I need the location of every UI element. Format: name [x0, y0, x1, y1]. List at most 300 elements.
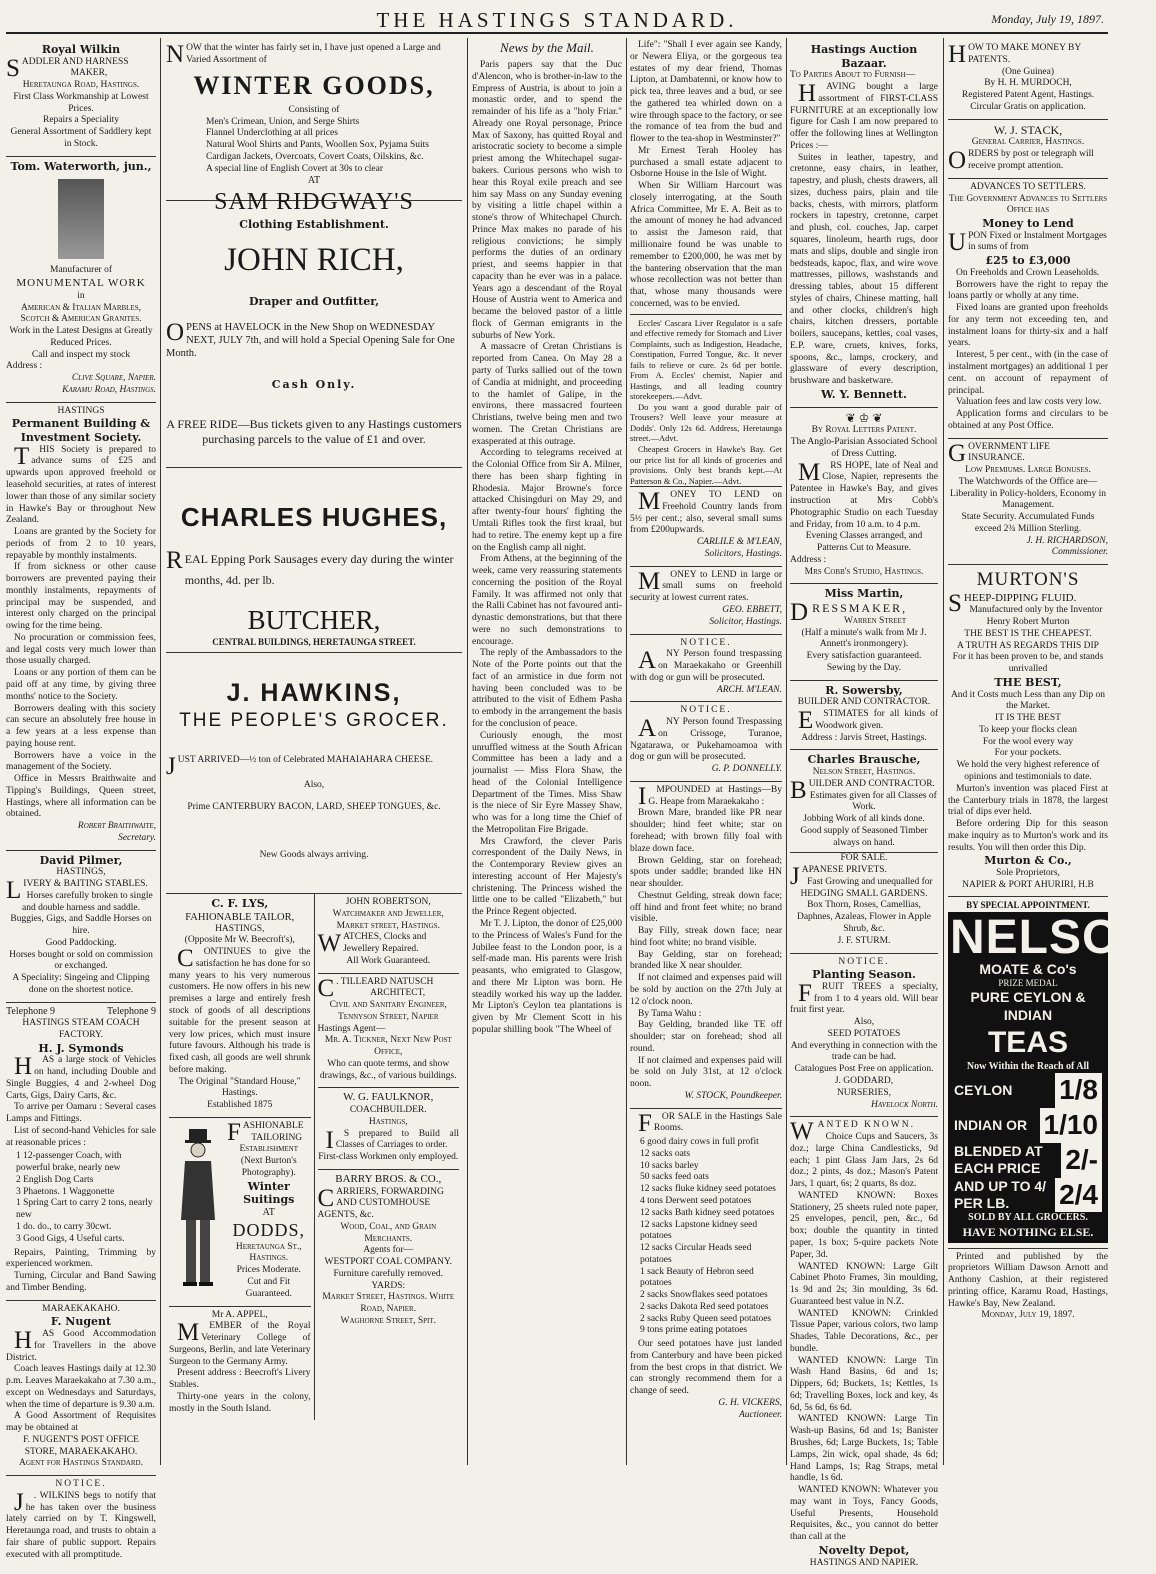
ad-name: DODDS,	[232, 1220, 305, 1241]
ad-text: The Original "Standard House," Hastings.	[178, 1076, 301, 1099]
ad-name: F. Nugent	[50, 1315, 112, 1329]
ad-text: AT	[262, 1206, 275, 1218]
ad-text: The Watchwords of the Office are—Liberality in Policy-holders, Economy in Management.	[950, 476, 1106, 511]
ad-name: Hastings Auction	[810, 43, 918, 56]
ad-text: All Work Guaranteed.	[346, 955, 431, 966]
ad-text: Consisting of	[288, 104, 340, 115]
ad-text: Before ordering Dip for this season make inquiry as to Murton's work and its results. You will then order this Dip.	[948, 819, 1108, 853]
ad-govt-advances	[948, 179, 1108, 439]
ad-text: HIS Society is prepared to advance sums of £25 and upwards upon approved freehold or leasehold securities, at rates of interest lower than those of any similar society in Hawke's Bay or throughout New Zealand.	[6, 444, 156, 526]
price-label: AND UP TO 4/ PER LB.	[954, 1177, 1047, 1211]
ad-name: J. HAWKINS,	[226, 679, 402, 707]
ad-text: RS HOPE, late of Neal and Close, Napier, represents the Patentee in Hawke's Bay, and gives instruction at Mrs Cobb's Photographic Studio on each Tuesday and Friday, from 10 a.m. to 4 p.m.	[790, 460, 938, 530]
ad-text: AVING bought a large assortment of FIRST-CLASS FURNITURE at an exceptionally low figure for Cash I am now prepared to offer the following lines at Wellington Prices :—	[790, 82, 938, 151]
ad-text: Work in the Latest Designs at Greatly Reduced Prices.	[9, 326, 153, 348]
ad-text: PON Fixed or Instalment Mortgages in sums of from	[968, 230, 1107, 253]
ad-text: STIMATES for all kinds of Woodwork given.	[815, 709, 938, 731]
ad-text: Manufacturer of	[50, 265, 112, 276]
address: HASTINGS AND NAPIER.	[809, 1557, 919, 1568]
ad-text: To Parties About to Furnish—	[790, 70, 916, 81]
telephone-label: Telephone 9	[106, 1005, 156, 1017]
column-divider	[467, 38, 468, 1465]
column-divider	[626, 38, 627, 1465]
ad-text: F. NUGENT'S POST OFFICE STORE, MARAEKAKAHO.	[23, 1434, 139, 1457]
ad-text: AS a large stock of Vehicles on hand, including Double and Single Buggies, 4 and 2-wheel Dog Carts, Gigs, Dairy Carts, &c.	[6, 1055, 156, 1101]
ad-text: By Tama Wahu :	[638, 1008, 702, 1019]
appointment-banner: BY SPECIAL APPOINTMENT.	[966, 900, 1090, 911]
trade-line: UILDER AND CONTRACTOR.	[808, 778, 935, 789]
price-value: 1/8	[1055, 1073, 1102, 1108]
ad-text: ARCHITECT,	[370, 988, 426, 999]
ad-text: SEED POTATOES	[827, 1028, 901, 1039]
ad-appel	[169, 1307, 311, 1421]
ad-waterworth	[6, 157, 156, 403]
ad-text: Interest, 5 per cent., with (in the case of instalment mortgages) an additional 1 per cent. on account of repayment of principal.	[948, 350, 1108, 396]
ad-text: State Security. Accumulated Funds exceed 2¾ Million Sterling.	[961, 512, 1095, 534]
ad-name: C. F. LYS,	[211, 897, 269, 910]
ad-sam-ridgway	[166, 40, 462, 231]
ad-name: David Pilmer,	[39, 853, 123, 867]
list-item: Flannel Underclothing at all prices	[206, 128, 338, 139]
column-2b	[314, 894, 463, 1420]
address: HASTINGS,	[56, 867, 106, 878]
ad-text: Choice Cups and Saucers, 3s doz.; large China Candlesticks, 9d each; 1 pint Glass Jam Jars, 2s 6d doz.; 2 pints, 4s doz.; Mason's Patent Jars, 1 quart, 6s; 2 quarts, 8s doz.	[790, 1132, 938, 1190]
ad-text: ONEY TO LEND on Freehold Country lands from 5½ per cent.; also, several small sums from £200upwards.	[630, 490, 782, 536]
drop-cap: F	[798, 979, 812, 1007]
ad-text: TAILORING	[251, 1132, 303, 1143]
ad-text: ARRIERS, FORWARDING AND CUSTOMHOUSE AGENTS, &c.	[317, 1186, 444, 1221]
ad-text: ONTINUES to give the satisfaction he has done for so many years to his very numerous customers. He now offers in his new premises a large and entirely fresh stock of goods of all descriptions suitable for the present season at very low prices, which must insure future favours. Although his trade is fixed cash, all goods are well shrunk before making.	[169, 947, 311, 1075]
ad-name: Tom. Waterworth, jun.,	[10, 159, 152, 173]
ad-text: Turning, Circular and Band Sawing and Timber Bending.	[6, 1271, 156, 1293]
ad-subheading: THE PEOPLE'S GROCER.	[179, 710, 449, 731]
column-2-lower	[166, 894, 462, 1420]
signature: Auctioneer.	[738, 1409, 782, 1420]
column-3	[472, 40, 622, 1463]
ad-name: SAM RIDGWAY'S	[214, 188, 414, 215]
ad-notice-donnelly	[630, 702, 782, 782]
ad-impounded	[630, 782, 782, 1109]
ad-text: NY Person found trespassing on Maraekakaho or Greenhill with dog or gun will be prosecuted.	[630, 649, 782, 683]
ad-name: H. J. Symonds	[38, 1041, 124, 1055]
list-item: Natural Wool Shirts and Pants, Woollen Sox, Pyjama Suits	[206, 140, 429, 151]
news-paragraph: When Sir William Harcourt was closely interrogating, at the South Africa Committee, Mr E. A. Beit as to the amount of money he had advanced to assist the Jameson raid, that millionaire found he was unable to remember to £200,000, he was met by the bantering observation that the man whose recollection was not better than that, whose many thousands were concerned, was to be envied.	[630, 181, 782, 309]
ad-text: Horses bought or sold on commission or exchanged.	[9, 949, 153, 972]
column-1	[6, 40, 156, 1560]
drop-cap: G	[948, 439, 967, 467]
list-item: 1 12-passenger Coach, with powerful brake, nearly new	[16, 1151, 122, 1174]
drop-cap: D	[790, 599, 811, 626]
ad-text: Also,	[853, 1017, 875, 1028]
ad-text: Who can quote terms, and show drawings, &c., of various buildings.	[319, 1058, 457, 1081]
ad-headline: OW TO MAKE MONEY BY PATENTS.	[968, 43, 1081, 65]
sold-by-text: SOLD BY ALL GROCERS.	[968, 1212, 1088, 1224]
ad-text: The Government Advances to Settlers Office has	[948, 193, 1108, 216]
news-paragraph: From Athens, at the beginning of the week, came very reassuring statements concerning the position of the Royal Family. It was affirmed not only that the Ralli Cabinet has not favoured anti-dynastic demonstrations, but that there were no such demonstrations to encourage.	[472, 554, 622, 647]
ad-subheading: Draper and Outfitter,	[248, 294, 380, 308]
ad-text: . WILKINS begs to notify that he has taken over the business lately carried on by T. Kingswell, Heretaunga road, and trusts to obtain a fair share of public support. Repairs executed with all promptitude.	[6, 1490, 156, 1560]
signature: Solicitor, Hastings.	[709, 616, 782, 627]
signature: W. STOCK, Poundkeeper.	[684, 1090, 782, 1101]
ad-heading: NOTICE.	[55, 1479, 107, 1490]
ad-royal-wilkin	[6, 40, 156, 157]
ad-text: Address :	[790, 554, 827, 565]
ad-subheading: Suitings	[243, 1193, 295, 1207]
ad-text: Catalogues Post Free on application.	[794, 1064, 934, 1075]
ad-text: To keep your flocks clean For the wool every way For your pockets.	[979, 724, 1077, 759]
ad-text: Fast Growing and unequalled for HEDGING SMALL GARDENS.	[800, 876, 933, 899]
news-paragraph: Paris papers say that the Duc d'Alencon, who is brother-in-law to the Empress of Austria, is about to join a monastic order, and to spend the remainder of his life as a "holy Friar." Already one Royal personage, Prince Max of Saxony, has quitted Royal and aristocratic society to become a simple priest among the Whitechapel sugar-bakers. Curious persons who wish to hear this Royal exile preach and see him say Mass on any Sunday evening by visiting a little chapel within a stone's throw of Whitechapel Church. Prince Max makes no parade of his religious convictions; he simply performs the duties of an ordinary priest, and seems happier in that capacity than he ever was in a palace. Years ago a descendant of the Royal House of Austria went to America and became the beloved pastor of a little flock of German emigrants in the suburbs of New York.	[472, 60, 622, 341]
list-item: 2 sacks Ruby Queen seed potatoes	[640, 1313, 772, 1324]
ad-heading: NOTICE.	[680, 637, 732, 648]
drop-cap: E	[798, 707, 814, 735]
address: NAPIER & PORT AHURIRI, H.B	[962, 879, 1094, 890]
drop-cap: A	[638, 715, 657, 743]
signature: Robert Braithwaite,	[77, 821, 156, 832]
ad-name: Royal Wilkin	[41, 43, 121, 56]
ad-subheading: £25 to £3,000	[985, 254, 1071, 268]
drop-cap: O	[948, 147, 967, 175]
list-item: 12 sacks oats	[640, 1148, 691, 1159]
ad-text: For it has been proven to be, and stands unrivalled	[952, 652, 1104, 675]
ad-text: THE BEST IS THE CHEAPEST.	[964, 628, 1092, 639]
ad-text: RUIT TREES a specialty, from 1 to 4 years old. Will bear fruit first year.	[790, 981, 938, 1016]
price-label: INDIAN OR	[954, 1116, 1028, 1133]
ad-text: WANTED KNOWN: Large Gilt Cabinet Photo Frames, 3in moulding, 1s 9d and 2s; 3in moulding, 3s 6d. Guaranteed best value in N.Z.	[790, 1261, 938, 1307]
ad-name: Permanent Building & Investment Society.	[11, 417, 151, 445]
news-paragraph: Life": "Shall I ever again see Kandy, or Newera Eliya, or the gorgeous tea estates of my dear friend, Thomas Lipton, at Dambatenni, or know how to pick tea, three leaves and a bud, or see the gathered tea whirled down on a wire through space to the factory, or see the romance of tea from the bud and flower to the tea-shop in Westminster?"	[630, 40, 782, 145]
ad-text: General Assortment of Saddlery kept in Stock.	[10, 127, 152, 149]
price-row	[950, 1143, 1106, 1178]
ad-text: Hastings Agent—	[317, 1023, 386, 1034]
ad-text: And everything in connection with the trade can be had.	[790, 1040, 938, 1063]
list-item: 3 Good Gigs, 4 Useful carts.	[16, 1233, 125, 1244]
ad-text: BUILDER AND CONTRACTOR.	[797, 697, 931, 708]
drop-cap: R	[166, 547, 183, 575]
ad-name: BARRY BROS. & CO.,	[335, 1172, 442, 1185]
advertisement-paragraph: Eccles' Cascara Liver Regulator is a safe and effective remedy for Stomach and Liver Complaints, such as Indigestion, Headache, Constipation, Furred Tongue, &c. It never fails to relieve or cure. 2s 6d per bottle. From A. Eccles' chemist, Napier and Hastings, and all leading country storekeepers.—Advt.	[630, 317, 782, 402]
address: Hastings,	[368, 1116, 408, 1127]
ad-text: WANTED KNOWN: Large Tin Wash-up Basins, 6d and 1s; Banister Brushes, 6d; Large Buckets, 1s; Table Lamps, 2in wick, opal shade, 4s 6d; Hand Lamps, 1s; Rag Straps, metal handle, 1s 6d.	[790, 1414, 938, 1484]
ad-name: Charles Brausche,	[807, 753, 921, 767]
ad-murdoch	[948, 40, 1108, 120]
list-item: Bay Gelding, star on forehead; branded like X near shoulder.	[630, 949, 782, 972]
price-value: 2/-	[1061, 1143, 1102, 1178]
list-item: 1 do. do., to carry 30cwt.	[16, 1222, 112, 1233]
drop-cap: J	[790, 863, 800, 891]
address: Mrs Cobb's Studio, Hastings.	[804, 566, 924, 577]
ad-text: UST ARRIVED—½ ton of Celebrated MAHAIAHARA CHEESE.	[177, 754, 433, 765]
list-item: Chestnut Gelding, streak down face; off hind and front feet white; no brand visible.	[630, 890, 782, 925]
price-value: 2/4	[1055, 1178, 1102, 1213]
ad-text: First Class Workmanship at Lowest Prices.	[13, 91, 149, 114]
ad-text: Box Thorn, Roses, Camellias, Daphnes, Azaleas, Flower in Apple Shrub, &c.	[796, 900, 932, 934]
news-paragraph: The reply of the Ambassadors to the Note of the Porte points out that the fact of an armistice in due form not having been concluded was to be attributed to the visit of Edhem Pasha to embody in the arrangement the basis for the conclusion of peace.	[472, 648, 622, 729]
list-item: 12 sacks Circular Heads seed potatoes	[640, 1243, 752, 1265]
news-paragraph: Mr T. J. Lipton, the donor of £25,000 to the Princess of Wales's Fund for the Jubilee feast to the London poor, is a self-made man. His parents were Irish peasants, who emigrated to Glasgow, and there Mr Lipton was born. He steadily worked his way up the ladder. Mr Lipton's Ceylon tea plantations is given by Mr Clement Scott in his popular shilling book "The Wheel of	[472, 919, 622, 1035]
ad-goddard	[790, 954, 938, 1118]
ad-faulknor	[318, 1088, 460, 1169]
price-value: 1/10	[1040, 1108, 1103, 1143]
ad-text: Agents for—	[363, 1245, 414, 1256]
ad-text: Our seed potatoes have just landed from Canterbury and have been picked from the best crops in that district. We can strongly recommend them for a change of seed.	[630, 1339, 782, 1397]
ad-text: MONUMENTAL WORK	[16, 277, 146, 290]
ad-text: WANTED KNOWN: Crinkled Tissue Paper, various colors, two lamp Shades, Table Decorations, &c., per bundle.	[790, 1308, 938, 1354]
ad-text: A Good Assortment of Requisites may be obtained at	[6, 1411, 156, 1434]
ad-text: Estimates given for all Classes of Work.	[809, 790, 937, 813]
ad-text: (Next Burton's Photography).	[240, 1156, 297, 1178]
ad-money-ebbett	[630, 567, 782, 635]
ad-text: Mr. A. Tickner, Next New Post Office,	[324, 1035, 452, 1058]
list-item: Men's Crimean, Union, and Serge Shirts	[206, 116, 360, 127]
signature: CARLILE & M'LEAN,	[696, 537, 782, 548]
signature: Secretary.	[118, 832, 156, 843]
ad-text: Buggies, Gigs, and Saddle Horses on hire.	[10, 914, 152, 937]
ad-text: Manufactured only by the Inventor Henry Robert Murton	[969, 605, 1103, 628]
signature: J. H. RICHARDSON,	[1026, 535, 1108, 546]
ad-subheading: THE BEST,	[994, 675, 1062, 689]
price-row	[950, 1073, 1106, 1108]
ad-lys	[169, 894, 311, 1118]
ad-text: Cut and Fit Guaranteed.	[245, 1276, 292, 1299]
ad-subheading: Cash Only.	[271, 377, 357, 391]
price-label: BLENDED AT EACH PRICE	[954, 1142, 1043, 1177]
address: Heretaunga Road, Hastings.	[22, 80, 140, 91]
nelson-tea-panel	[948, 910, 1156, 1243]
ad-name: Miss Martin,	[824, 587, 904, 601]
ad-text: To arrive per Oamaru : Several cases Lamps and Fittings.	[6, 1102, 156, 1125]
ad-stack	[948, 120, 1108, 179]
ad-text: Call and inspect my stock	[31, 349, 131, 360]
masthead-rule	[6, 32, 1108, 34]
ad-pilmer	[6, 851, 156, 1003]
ad-dress-cutting	[790, 408, 938, 585]
tailor-figure-illustration	[169, 1125, 227, 1295]
ad-text: Jobbing Work of all kinds done.	[803, 814, 925, 825]
ad-heading: ANTED KNOWN.	[817, 1120, 915, 1131]
ad-text: Application forms and circulars to be obtained at any Post Office.	[948, 409, 1108, 431]
ad-text: Civil and Sanitary Engineer,	[329, 1000, 447, 1011]
ad-hawkins	[166, 653, 462, 894]
ad-headline: WINTER GOODS,	[193, 70, 435, 100]
list-item: 6 good dairy cows in full profit	[640, 1137, 759, 1148]
ad-name: Novelty Depot,	[818, 1543, 910, 1557]
telephone-label: Telephone 9	[6, 1005, 56, 1017]
ad-text: List of second-hand Vehicles for sale at reasonable prices :	[6, 1125, 156, 1148]
list-item: 12 sacks Bath kidney seed potatoes	[640, 1207, 775, 1218]
ad-text: Borrowers have the right to repay the loans partly or wholly at any time.	[948, 279, 1108, 302]
ad-text: A FREE RIDE—Bus tickets given to any Hastings customers purchasing parcels to the value of £1 and over.	[166, 417, 462, 447]
drop-cap: M	[177, 1319, 200, 1347]
news-paragraph: Mr Ernest Terah Hooley has purchased a small estate adjacent to Osborne House in the Isle of Wight.	[630, 145, 782, 180]
ad-brausche	[790, 750, 938, 953]
trade-line: IVERY & BAITING STABLES.	[23, 879, 148, 890]
ad-text: (Half a minute's walk from Mr J. Annett's ironmongery).	[801, 627, 927, 650]
list-item: 9 tons prime eating potatoes	[640, 1325, 748, 1336]
column-divider	[786, 38, 787, 1465]
imprint-text: Printed and published by the proprietors William Dawson Arnott and Anthony Cashion, at their registered printing office, Karamu Road, Hastings, Hawke's Bay, New Zealand.	[948, 1251, 1108, 1309]
advertisement-paragraph: Do you want a good durable pair of Trousers? Well leave your measure at Dodds'. Only 12s 6d. Address, Heretaunga street.—Advt.	[630, 401, 782, 444]
drop-cap: M	[638, 488, 661, 516]
ad-subheading: Murton & Co.,	[984, 854, 1072, 868]
list-item: 2 sacks Dakota Red seed potatoes	[640, 1301, 769, 1312]
drop-cap: H	[14, 1053, 33, 1081]
drop-cap: O	[166, 318, 185, 346]
drop-cap: N	[166, 41, 185, 68]
ad-text: MPOUNDED at Hastings—By G. Heape from Maraekakaho :	[648, 784, 782, 807]
ad-text: Sewing by the Day.	[826, 662, 902, 673]
ad-text: Prime CANTERBURY BACON, LARD, SHEEP TONGUES, &c.	[187, 802, 441, 813]
trade-line: APANESE PRIVETS.	[801, 865, 887, 876]
drop-cap: W	[790, 1118, 816, 1146]
drop-cap: B	[790, 776, 807, 804]
ad-text: Agent for Hastings Standard.	[18, 1458, 143, 1469]
ad-text: WANTED KNOWN: Boxes Stationery, 25 sheets ruled note paper, 25 envelopes, pencil, pen, &c., 6d box; double the quantity in tinted paper, 1s box; 5-quire packets Note Paper, 3d.	[790, 1190, 938, 1260]
ad-text: Repairs, Painting, Trimming by experienced workmen.	[6, 1247, 156, 1270]
price-row	[950, 1108, 1106, 1143]
signature: J. GODDARD,	[834, 1076, 894, 1087]
ad-text: YARDS:	[371, 1280, 406, 1291]
ad-text: If not claimed and expenses paid will be sold on July 31st, at 12 o'clock noon.	[630, 1055, 782, 1090]
ad-heading: HASTINGS STEAM COACH FACTORY.	[22, 1018, 140, 1040]
ad-text: in	[77, 290, 85, 301]
section-heading: News by the Mail.	[500, 40, 594, 55]
ad-name: CHARLES HUGHES,	[180, 502, 448, 532]
ad-text: Established 1875	[207, 1100, 273, 1111]
ad-name: Planting Season.	[812, 968, 916, 982]
drop-cap: F	[638, 1109, 652, 1137]
ad-subheading: Winter	[247, 1179, 290, 1193]
ad-john-rich	[166, 201, 462, 468]
ad-robertson	[318, 894, 460, 974]
list-item: 10 sacks barley	[640, 1160, 699, 1171]
ad-text: HASTINGS,	[215, 923, 265, 934]
ad-heading: NOTICE.	[838, 956, 890, 967]
ad-text: EMBER of the Royal Veterinary College of Surgeons, Berlin, and late Veterinary Surgeon to the Germany Army.	[169, 1321, 311, 1367]
ad-text: AS Good Accommodation for Travellers in the above District.	[6, 1329, 156, 1363]
list-item: 12 sacks Lapstone kidney seed potatoes	[640, 1219, 758, 1242]
list-item: 2 English Dog Carts	[16, 1174, 94, 1185]
drop-cap: W	[317, 930, 342, 958]
drop-cap: H	[798, 80, 817, 108]
ad-text: Address :	[6, 361, 43, 372]
ad-text: WANTED KNOWN: Large Tin Wash Hand Basins, 6d and 1s; Dippers, 6d; Buckets, 1s; Kettles, 1s 6d; Travelling Boxes, lock and key, 4s 6d, 5s 6d, 6s 6d.	[790, 1355, 938, 1413]
drop-cap: M	[798, 458, 821, 486]
ad-auction-bazaar	[790, 40, 938, 408]
ad-building-society	[6, 403, 156, 851]
ad-heading: MARAEKAKAHO.	[42, 1303, 120, 1314]
ad-text: New Goods always arriving.	[259, 849, 369, 860]
trade-line: BUTCHER,	[247, 605, 381, 636]
drop-cap: M	[638, 567, 661, 595]
ad-headline: OVERNMENT LIFE INSURANCE.	[968, 441, 1050, 464]
list-item: Cardigan Jackets, Overcoats, Covert Coats, Oilskins, &c.	[206, 151, 424, 162]
ad-govt-life	[948, 439, 1108, 566]
ad-text: On Freeholds and Crown Leaseholds.	[956, 267, 1100, 278]
drop-cap: F	[227, 1118, 241, 1146]
ad-text: Watchmaker and Jeweller, Market street, Hastings.	[332, 908, 444, 931]
news-paragraph: A massacre of Cretan Christians is reported from Canea. On May 28 a party of Turks sallied out of the town of Candia at midnight, and proceeding to the hamlet of Galipe, in the environs, there massacred fourteen Christians, twelve being men and two women. The Cretan Christians are exasperated at this outrage.	[472, 342, 622, 447]
ad-text: WANTED KNOWN: Whatever you may want in Toys, Fancy Goods, Useful Presents, Household Requisites, &c., you cannot do better than call at the	[790, 1485, 938, 1543]
drop-cap: S	[948, 589, 962, 617]
address: Waghorne Street, Spit.	[340, 1315, 437, 1326]
ad-text: Loans or any portion of them can be paid off at any time, by giving three months' notice to the Society.	[6, 668, 156, 702]
ad-text: Also,	[303, 780, 325, 791]
ad-text: COACHBUILDER.	[349, 1105, 427, 1116]
ad-text: Prices Moderate.	[236, 1265, 301, 1276]
ad-text: S prepared to Build all Classes of Carriages to order.	[335, 1128, 459, 1151]
ad-heading: ADVANCES TO SETTLERS.	[970, 181, 1086, 192]
ad-text: American & Italian Marbles, Scotch & American Granites.	[20, 302, 142, 325]
ad-text: A TRUTH AS REGARDS THIS DIP	[957, 640, 1099, 651]
ad-text: Establishment	[239, 1144, 299, 1155]
issue-date: Monday, July 19, 1897.	[991, 12, 1104, 26]
masthead	[0, 0, 1114, 32]
ad-text: RDERS by post or telegraph will receive prompt attention.	[968, 149, 1094, 171]
ad-text: OW that the winter has fairly set in, I have just opened a Large and Varied Assortment of	[186, 43, 441, 65]
drop-cap: C	[177, 945, 194, 973]
drop-cap: S	[6, 54, 20, 82]
ad-charles-hughes	[166, 468, 462, 653]
signature: G. P. DONNELLY.	[711, 764, 782, 775]
address: Warren Street	[843, 615, 907, 626]
ad-name: MURTON'S	[976, 569, 1080, 591]
ad-text: And it Costs much Less than any Dip on the Market.	[950, 689, 1106, 712]
ad-text: Coach leaves Hastings daily at 12.30 p.m. Leaves Maraekakaho at 7.30 a.m., except on Wednesdays and Saturdays, when the time of departure is 9.30 a.m.	[6, 1364, 156, 1410]
ad-text: By Royal Letters Patent.	[811, 425, 917, 436]
ad-text: Fixed loans are granted upon freeholds for any term not exceeding ten, and instalment loans for thirty-six and a half years.	[948, 303, 1108, 349]
ad-text: Loans are granted by the Society for periods of from 2 to 10 years, repayable by monthly instalments.	[6, 527, 156, 561]
address: Karamu Road, Hastings.	[62, 384, 156, 395]
news-paragraph: Curiously enough, the most unruffled witness at the South African Committee has been a lady and a journalist — Miss Flora Shaw, the head of the Colonial Intelligence Department of the Times. Miss Shaw is the niece of Sir Eyre Massey Shaw, who was for a long time the Chief of the Metropolitan Fire Brigade.	[472, 730, 622, 835]
ad-text: Murton's invention was placed First at the Canterbury trials in 1878, the largest trial of dips ever held.	[948, 783, 1108, 818]
address: Clive Square, Napier.	[71, 373, 156, 384]
ad-name: Money to Lend	[982, 217, 1074, 231]
ad-text: Good supply of Seasoned Timber always on hand.	[800, 825, 928, 848]
royal-arms-emblem: ❦ ♔ ❦	[845, 410, 883, 425]
ad-text: Present address : Beecroft's Livery Stables.	[169, 1368, 311, 1391]
ad-sowersby	[790, 681, 938, 751]
news-paragraph: Mrs Crawford, the clever Paris correspondent of the Daily News, in the Contemporary Review gives an interesting account of Her Majesty's christening. The Princess wished the little one to be called "Elizabeth," but the Prince Regent objected.	[472, 836, 622, 918]
ad-text: OR SALE in the Hastings Sale Rooms.	[653, 1111, 782, 1134]
ad-name: Mr A. APPEL,	[211, 1309, 268, 1320]
ad-text: No procuration or commission fees, and legal costs very much lower than those usually charged.	[6, 632, 156, 667]
ad-name: . TILLEARD NATUSCH	[336, 976, 434, 987]
price-row	[950, 1178, 1106, 1213]
ad-text: EAL Epping Pork Sausages every day during the winter months, 4d. per lb.	[184, 552, 454, 587]
tea-type: PURE CEYLON & INDIAN	[970, 989, 1086, 1023]
trade-line: MAKER,	[70, 68, 108, 79]
drop-cap: L	[6, 877, 22, 905]
signature: G. H. VICKERS,	[718, 1398, 782, 1408]
column-6	[948, 40, 1156, 1463]
list-item: Brown Mare, branded like PR near shoulder; hind feet white; star on forehead; with brown filly foal with blaze down face.	[630, 808, 782, 854]
drop-cap: C	[317, 974, 335, 1002]
list-item: 3 Phaetons. 1 Waggonette	[16, 1186, 115, 1197]
advertisement-paragraph: Cheapest Grocers in Hawke's Bay. Get our price list for all kinds of groceries and provisions. Only best brands kept.—At Patterson & Co., Napier.—Advt.	[630, 443, 782, 486]
list-item: Bay Filly, streak down face; near hind foot white; no brand visible.	[630, 926, 782, 948]
ad-heading: NOTICE.	[680, 705, 732, 716]
ad-text: Office in Messrs Braithwaite and Tipping's Buildings, Queen street, Hastings, where all information can be obtained.	[6, 774, 156, 820]
list-item: 1 sack Beauty of Hebron seed potatoes	[640, 1266, 754, 1289]
ad-text: (Opposite Mr W. Beecroft's),	[184, 935, 295, 946]
ad-text: Sole Proprietors,	[996, 867, 1060, 878]
address: Market Street, Hastings. White Road, Napier.	[322, 1292, 455, 1315]
drop-cap: U	[948, 228, 967, 256]
signature: Commissioner.	[1051, 547, 1108, 558]
list-item: 1 Spring Cart to carry 2 tons, nearly new	[16, 1198, 153, 1221]
address: Address : Jarvis Street, Hastings.	[801, 732, 927, 743]
